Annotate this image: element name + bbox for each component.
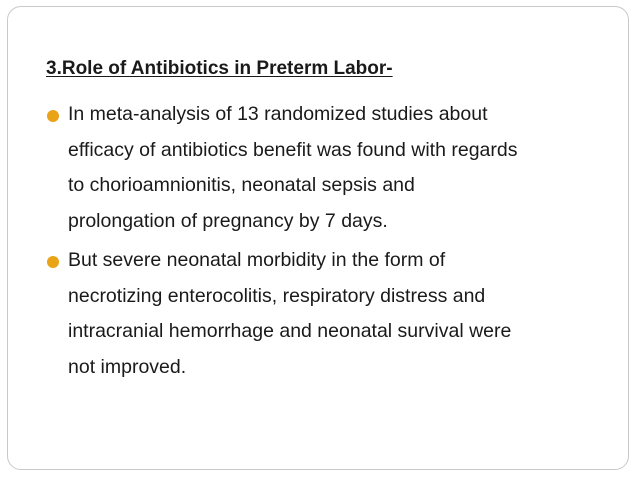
bullet-item-1 <box>46 97 606 239</box>
bullet-line: efficacy of antibiotics benefit was found with regards <box>68 138 518 161</box>
bullet-line: prolongation of pregnancy by 7 days. <box>68 209 388 232</box>
bullet-line: intracranial hemorrhage and neonatal survival were <box>68 320 512 342</box>
bullet-line: to chorioamnionitis, neonatal sepsis and <box>68 174 415 196</box>
slide-title: 3.Role of Antibiotics in Preterm Labor- <box>46 58 393 79</box>
bullet-item-2 <box>46 243 606 385</box>
bullet-line: In meta-analysis of 13 randomized studies about <box>68 103 488 125</box>
bullet-dot-icon <box>47 110 59 122</box>
bullet-line: But severe neonatal morbidity in the form of <box>68 249 446 271</box>
bullet-line: necrotizing enterocolitis, respiratory distress and <box>68 284 486 307</box>
bullet-line: not improved. <box>68 355 187 378</box>
bullet-list <box>46 97 606 389</box>
slide-frame <box>7 6 629 470</box>
bullet-dot-icon <box>47 256 59 268</box>
